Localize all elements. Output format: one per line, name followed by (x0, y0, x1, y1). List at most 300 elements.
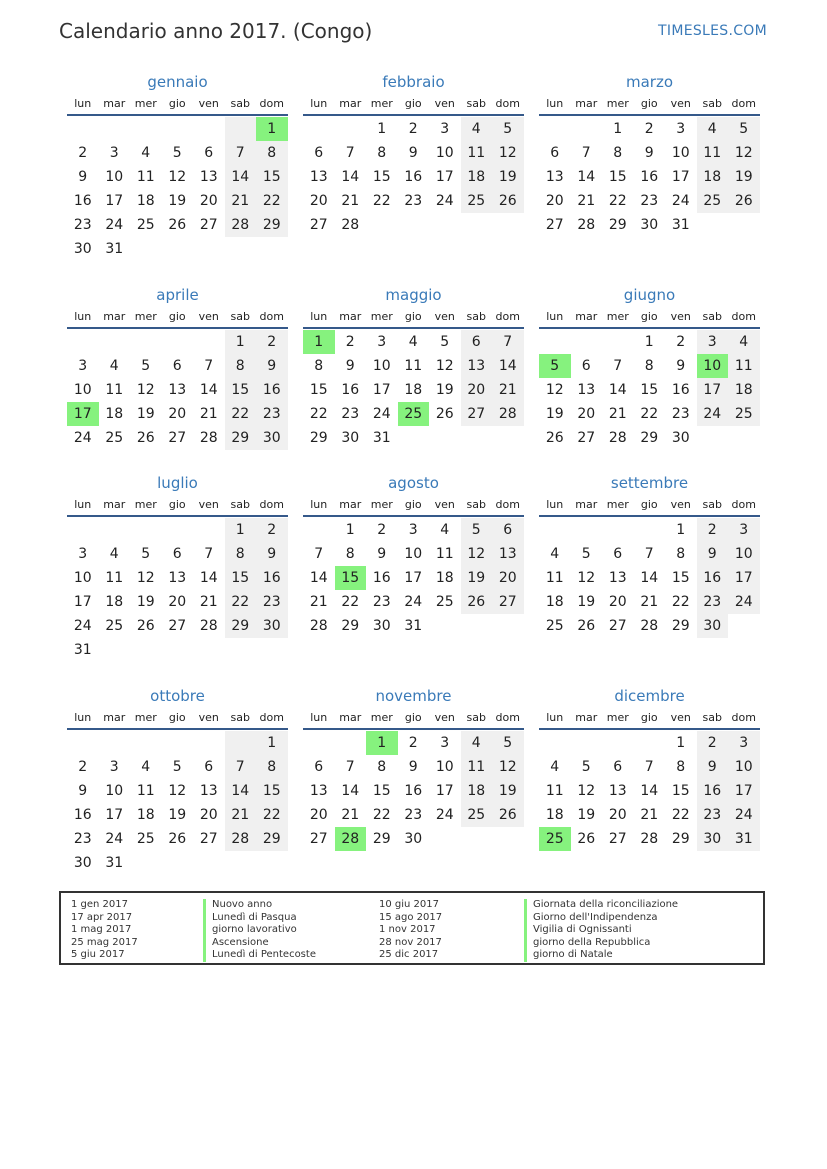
weekday-label: mer (370, 711, 393, 724)
day-cell: 10 (671, 145, 690, 161)
day-cell: 1 (366, 731, 398, 755)
weekday-label: mar (575, 97, 598, 110)
day-cell: 16 (256, 378, 288, 402)
empty-cell (492, 426, 524, 450)
day-cell: 17 (67, 402, 99, 426)
empty-cell (99, 518, 131, 542)
empty-cell (492, 827, 524, 851)
empty-cell (492, 213, 524, 237)
empty-cell (193, 851, 225, 875)
day-cell: 20 (168, 406, 187, 422)
day-cell: 20 (199, 193, 218, 209)
page-title: Calendario anno 2017. (Congo) (59, 19, 373, 43)
day-cell: 7 (644, 546, 654, 562)
day-cell: 24 (105, 831, 124, 847)
day-cell: 22 (372, 193, 391, 209)
empty-cell (99, 330, 131, 354)
day-cell: 6 (613, 759, 623, 775)
day-cell: 15 (671, 570, 690, 586)
day-cell: 25 (398, 402, 430, 426)
empty-cell (571, 731, 603, 755)
day-cell: 21 (225, 803, 257, 827)
day-cell: 30 (372, 618, 391, 634)
day-cell: 19 (545, 406, 564, 422)
day-cell: 25 (136, 831, 155, 847)
day-cell: 27 (199, 831, 218, 847)
day-cell: 27 (309, 831, 328, 847)
weekday-label: sab (466, 498, 486, 511)
day-cell: 25 (539, 827, 571, 851)
day-cell: 4 (461, 731, 493, 755)
day-cell: 16 (73, 193, 92, 209)
day-cell: 15 (225, 566, 257, 590)
day-cell: 10 (105, 169, 124, 185)
weekday-label: gio (404, 498, 422, 511)
empty-cell (398, 426, 430, 450)
month-agosto (303, 472, 524, 638)
day-cell: 28 (608, 430, 627, 446)
day-cell: 30 (256, 426, 288, 450)
day-cell: 24 (372, 406, 391, 422)
weekday-label: mer (134, 711, 157, 724)
day-cell: 23 (256, 590, 288, 614)
day-cell: 25 (105, 430, 124, 446)
month-ottobre (67, 685, 288, 875)
day-cell: 1 (256, 117, 288, 141)
weekday-label: sab (230, 498, 250, 511)
day-cell: 27 (577, 430, 596, 446)
day-cell: 26 (461, 590, 493, 614)
weekday-label: mar (575, 711, 598, 724)
weekday-label: sab (230, 97, 250, 110)
weekday-label: gio (168, 97, 186, 110)
empty-cell (429, 614, 461, 638)
empty-cell (162, 117, 194, 141)
legend-date: 28 nov 2017 (379, 936, 442, 948)
day-cell: 5 (728, 117, 760, 141)
day-cell: 8 (676, 546, 686, 562)
month-dicembre (539, 685, 760, 851)
day-cell: 1 (225, 518, 257, 542)
day-cell: 5 (581, 759, 591, 775)
weekday-label: gio (640, 498, 658, 511)
day-cell: 20 (199, 807, 218, 823)
empty-cell (162, 731, 194, 755)
weekday-label: mer (370, 310, 393, 323)
day-cell: 25 (461, 189, 493, 213)
month-name: dicembre (614, 687, 685, 705)
weekday-label: dom (495, 498, 520, 511)
day-cell: 9 (697, 542, 729, 566)
day-cell: 7 (345, 145, 355, 161)
empty-cell (461, 213, 493, 237)
day-cell: 28 (199, 618, 218, 634)
month-name: maggio (385, 286, 442, 304)
day-cell: 1 (676, 522, 686, 538)
day-cell: 20 (309, 807, 328, 823)
day-cell: 3 (440, 121, 450, 137)
day-cell: 11 (545, 783, 564, 799)
day-cell: 26 (168, 217, 187, 233)
weekday-label: ven (670, 310, 691, 323)
empty-cell (256, 638, 288, 662)
day-cell: 4 (728, 330, 760, 354)
day-cell: 11 (697, 141, 729, 165)
weekday-label: lun (74, 711, 92, 724)
empty-cell (67, 518, 99, 542)
day-cell: 27 (492, 590, 524, 614)
day-cell: 16 (671, 382, 690, 398)
day-cell: 4 (109, 546, 119, 562)
day-cell: 6 (314, 145, 324, 161)
day-grid (67, 330, 288, 450)
day-cell: 17 (728, 566, 760, 590)
weekday-label: ven (670, 498, 691, 511)
day-cell: 24 (73, 430, 92, 446)
weekday-label: dom (259, 498, 284, 511)
day-cell: 14 (341, 783, 360, 799)
day-cell: 2 (408, 735, 418, 751)
day-cell: 23 (73, 831, 92, 847)
day-cell: 14 (640, 783, 659, 799)
day-cell: 19 (577, 807, 596, 823)
weekday-label: lun (74, 310, 92, 323)
day-cell: 15 (225, 378, 257, 402)
day-cell: 11 (136, 783, 155, 799)
day-cell: 16 (697, 779, 729, 803)
weekday-label: lun (546, 711, 564, 724)
day-cell: 7 (581, 145, 591, 161)
day-cell: 13 (461, 354, 493, 378)
day-cell: 5 (440, 334, 450, 350)
month-giugno (539, 284, 760, 450)
weekday-label: lun (74, 97, 92, 110)
day-cell: 6 (314, 759, 324, 775)
day-cell: 26 (577, 618, 596, 634)
day-cell: 28 (199, 430, 218, 446)
weekday-label: sab (702, 97, 722, 110)
day-cell: 12 (461, 542, 493, 566)
empty-cell (225, 851, 257, 875)
day-cell: 5 (539, 354, 571, 378)
day-cell: 13 (577, 382, 596, 398)
day-cell: 15 (256, 779, 288, 803)
weekday-label: ven (198, 498, 219, 511)
weekday-label: gio (404, 310, 422, 323)
day-cell: 13 (608, 570, 627, 586)
empty-cell (571, 117, 603, 141)
legend-holiday-name: giorno lavorativo (203, 924, 297, 937)
day-cell: 17 (105, 807, 124, 823)
day-cell: 10 (372, 358, 391, 374)
day-cell: 3 (78, 358, 88, 374)
day-cell: 10 (728, 542, 760, 566)
weekday-label: lun (310, 310, 328, 323)
month-novembre (303, 685, 524, 851)
day-cell: 29 (640, 430, 659, 446)
legend-date: 17 apr 2017 (71, 911, 133, 923)
empty-cell (256, 851, 288, 875)
weekday-label: sab (230, 711, 250, 724)
day-cell: 29 (225, 614, 257, 638)
day-cell: 13 (199, 169, 218, 185)
day-cell: 22 (256, 803, 288, 827)
weekday-label: ven (434, 310, 455, 323)
empty-cell (130, 518, 162, 542)
day-cell: 24 (697, 402, 729, 426)
weekday-label: gio (168, 711, 186, 724)
day-cell: 7 (204, 358, 214, 374)
holiday-legend (59, 891, 765, 965)
day-cell: 2 (78, 759, 88, 775)
day-cell: 1 (613, 121, 623, 137)
day-cell: 21 (577, 193, 596, 209)
day-cell: 22 (671, 594, 690, 610)
empty-cell (461, 426, 493, 450)
day-cell: 14 (640, 570, 659, 586)
day-cell: 19 (577, 594, 596, 610)
day-cell: 22 (225, 402, 257, 426)
day-cell: 23 (341, 406, 360, 422)
day-cell: 27 (199, 217, 218, 233)
day-cell: 15 (640, 382, 659, 398)
day-cell: 8 (345, 546, 355, 562)
empty-cell (130, 330, 162, 354)
day-cell: 9 (78, 169, 88, 185)
empty-cell (130, 237, 162, 261)
day-cell: 23 (256, 402, 288, 426)
weekday-label: sab (230, 310, 250, 323)
day-cell: 14 (577, 169, 596, 185)
day-cell: 8 (256, 141, 288, 165)
weekday-label: mar (103, 711, 126, 724)
day-cell: 19 (168, 807, 187, 823)
weekday-label: mer (370, 97, 393, 110)
day-cell: 22 (640, 406, 659, 422)
day-cell: 24 (435, 807, 454, 823)
empty-cell (162, 638, 194, 662)
day-cell: 1 (676, 735, 686, 751)
day-cell: 14 (309, 570, 328, 586)
day-cell: 4 (697, 117, 729, 141)
empty-cell (461, 614, 493, 638)
day-cell: 8 (225, 542, 257, 566)
month-name: settembre (610, 474, 689, 492)
weekday-label: gio (404, 97, 422, 110)
day-cell: 8 (256, 755, 288, 779)
day-cell: 4 (550, 546, 560, 562)
day-cell: 29 (372, 831, 391, 847)
day-cell: 22 (225, 590, 257, 614)
day-cell: 18 (136, 807, 155, 823)
day-cell: 1 (256, 731, 288, 755)
day-cell: 9 (697, 755, 729, 779)
day-cell: 3 (109, 759, 119, 775)
day-cell: 15 (309, 382, 328, 398)
day-cell: 9 (377, 546, 387, 562)
day-cell: 17 (435, 169, 454, 185)
day-cell: 4 (408, 334, 418, 350)
empty-cell (162, 237, 194, 261)
empty-cell (335, 731, 367, 755)
day-cell: 25 (697, 189, 729, 213)
day-grid (539, 731, 760, 851)
day-cell: 16 (640, 169, 659, 185)
empty-cell (99, 731, 131, 755)
weekday-label: dom (259, 97, 284, 110)
weekday-label: ven (434, 498, 455, 511)
empty-cell (634, 731, 666, 755)
day-cell: 14 (608, 382, 627, 398)
day-cell: 23 (372, 594, 391, 610)
day-cell: 20 (492, 566, 524, 590)
day-cell: 29 (225, 426, 257, 450)
day-cell: 7 (345, 759, 355, 775)
day-cell: 5 (141, 358, 151, 374)
day-cell: 21 (608, 406, 627, 422)
day-cell: 29 (256, 213, 288, 237)
day-cell: 2 (697, 731, 729, 755)
day-cell: 1 (345, 522, 355, 538)
weekday-header (303, 708, 524, 730)
day-cell: 3 (728, 518, 760, 542)
day-cell: 5 (461, 518, 493, 542)
day-cell: 22 (341, 594, 360, 610)
day-cell: 28 (640, 618, 659, 634)
day-cell: 21 (640, 807, 659, 823)
day-cell: 10 (404, 546, 423, 562)
day-cell: 19 (136, 406, 155, 422)
day-cell: 3 (377, 334, 387, 350)
empty-cell (539, 731, 571, 755)
month-febbraio (303, 71, 524, 237)
weekday-header (303, 495, 524, 517)
day-cell: 26 (136, 430, 155, 446)
day-cell: 4 (141, 145, 151, 161)
day-cell: 6 (613, 546, 623, 562)
weekday-label: mer (134, 498, 157, 511)
weekday-label: dom (731, 310, 756, 323)
day-cell: 20 (309, 193, 328, 209)
weekday-label: sab (466, 310, 486, 323)
day-cell: 8 (377, 145, 387, 161)
empty-cell (67, 330, 99, 354)
day-cell: 28 (640, 831, 659, 847)
day-cell: 29 (671, 618, 690, 634)
day-cell: 12 (492, 141, 524, 165)
empty-cell (162, 518, 194, 542)
empty-cell (429, 827, 461, 851)
day-cell: 20 (545, 193, 564, 209)
day-cell: 14 (225, 165, 257, 189)
day-cell: 27 (309, 217, 328, 233)
month-luglio (67, 472, 288, 662)
day-cell: 19 (492, 165, 524, 189)
empty-cell (193, 330, 225, 354)
day-cell: 21 (492, 378, 524, 402)
day-cell: 9 (78, 783, 88, 799)
day-cell: 4 (440, 522, 450, 538)
day-cell: 11 (435, 546, 454, 562)
day-cell: 27 (168, 618, 187, 634)
day-cell: 19 (492, 779, 524, 803)
empty-cell (162, 851, 194, 875)
day-cell: 15 (335, 566, 367, 590)
day-cell: 23 (697, 803, 729, 827)
day-cell: 22 (671, 807, 690, 823)
empty-cell (492, 614, 524, 638)
weekday-label: sab (702, 498, 722, 511)
day-cell: 3 (440, 735, 450, 751)
empty-cell (193, 638, 225, 662)
day-grid (303, 518, 524, 638)
weekday-label: dom (731, 498, 756, 511)
day-cell: 7 (644, 759, 654, 775)
day-cell: 26 (545, 430, 564, 446)
weekday-label: mar (339, 310, 362, 323)
month-gennaio (67, 71, 288, 261)
weekday-header (303, 307, 524, 329)
day-cell: 17 (671, 169, 690, 185)
weekday-label: dom (731, 711, 756, 724)
day-cell: 29 (309, 430, 328, 446)
day-cell: 26 (168, 831, 187, 847)
weekday-label: mar (103, 97, 126, 110)
empty-cell (335, 117, 367, 141)
day-cell: 13 (608, 783, 627, 799)
weekday-label: mar (103, 310, 126, 323)
day-cell: 11 (105, 382, 124, 398)
day-cell: 24 (728, 590, 760, 614)
legend-date: 25 dic 2017 (379, 949, 439, 960)
day-grid (303, 117, 524, 237)
day-cell: 9 (256, 542, 288, 566)
empty-cell (728, 426, 760, 450)
day-cell: 28 (341, 217, 360, 233)
day-cell: 5 (141, 546, 151, 562)
day-cell: 23 (697, 590, 729, 614)
empty-cell (728, 213, 760, 237)
day-cell: 11 (404, 358, 423, 374)
day-cell: 16 (256, 566, 288, 590)
brand-logo-text[interactable]: TIMESLES.COM (658, 23, 767, 39)
day-cell: 16 (372, 570, 391, 586)
weekday-header (67, 94, 288, 116)
legend-date: 15 ago 2017 (379, 911, 443, 923)
day-grid (67, 518, 288, 662)
day-cell: 24 (404, 594, 423, 610)
day-cell: 29 (608, 217, 627, 233)
day-cell: 15 (256, 165, 288, 189)
weekday-label: ven (670, 97, 691, 110)
day-cell: 2 (345, 334, 355, 350)
month-name: luglio (157, 474, 198, 492)
day-cell: 10 (728, 755, 760, 779)
empty-cell (602, 330, 634, 354)
day-cell: 31 (73, 642, 92, 658)
day-cell: 30 (73, 855, 92, 871)
day-cell: 21 (341, 807, 360, 823)
weekday-label: mer (134, 310, 157, 323)
day-cell: 23 (404, 807, 423, 823)
day-cell: 18 (105, 406, 124, 422)
day-cell: 1 (225, 330, 257, 354)
weekday-label: mar (339, 97, 362, 110)
weekday-header (539, 708, 760, 730)
legend-holiday-name: Lunedì di Pentecoste (203, 949, 316, 962)
month-aprile (67, 284, 288, 450)
day-grid (67, 731, 288, 875)
